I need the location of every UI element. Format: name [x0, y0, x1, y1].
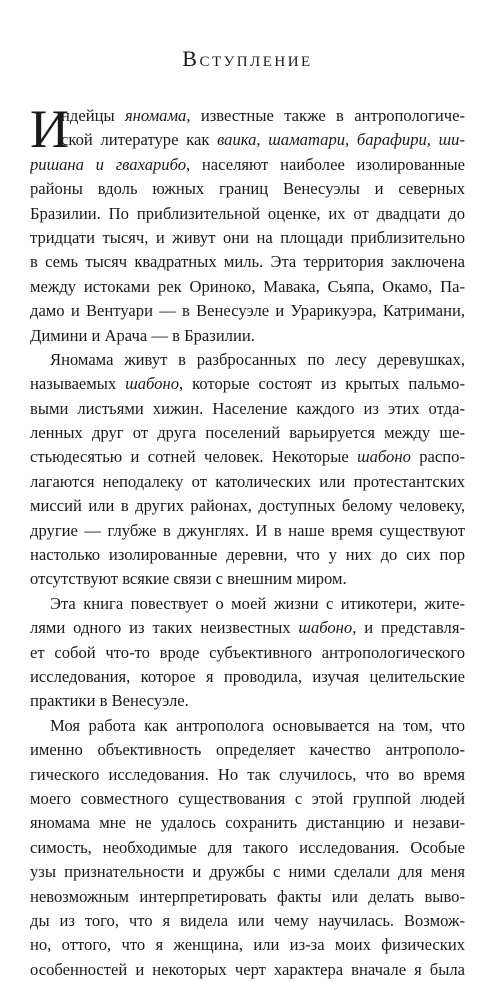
text-line: [30, 348, 465, 372]
text-run: настолько изолированные деревни, что у них до сих пор: [30, 545, 465, 565]
text-run: гического исследования. Но так случилось, что во время: [30, 764, 465, 784]
text-line: [30, 958, 465, 982]
text-line: [30, 836, 465, 860]
text-run: Димини и Арача — в Бразилии.: [30, 325, 255, 345]
text-line: [30, 787, 465, 811]
text-line: [30, 885, 465, 909]
text-line: [30, 616, 465, 640]
text-run: яномама мне не удалось сохранить дистанцию и незави-: [30, 813, 465, 833]
italic-term: шабоно: [125, 374, 179, 394]
text-line: [30, 689, 465, 713]
text-run: узы признательности и дружбы с ними сделали для меня: [30, 862, 465, 882]
text-run: моего совместного существования с этой группой людей: [30, 788, 465, 808]
text-run: но, оттого, что я женщина, или из-за моих физических: [30, 935, 465, 955]
text-line: [30, 811, 465, 835]
text-line: [30, 933, 465, 957]
text-line: [30, 372, 465, 396]
book-page: [30, 0, 465, 979]
text-line: [30, 202, 465, 226]
text-run: районы вдоль южных границ Венесуэлы и северных: [30, 179, 465, 199]
text-line: [30, 275, 465, 299]
text-run: тридцати тысяч, и живут они на площади приблизительно: [30, 227, 465, 247]
italic-term: ришана и гвахарибо: [30, 154, 187, 174]
text-line: [30, 763, 465, 787]
text-line: [30, 104, 465, 128]
text-line: [30, 226, 465, 250]
text-run: Яномама живут в разбросанных по лесу деревушках,: [50, 349, 465, 369]
text-line: [30, 592, 465, 616]
text-run: называемых: [30, 374, 126, 394]
italic-term: шабоно: [298, 618, 353, 638]
text-run: дамо и Вентуари — в Венесуэле и Урарикуэра, Катримани,: [30, 301, 465, 321]
text-run: в семь тысяч квадратных миль. Эта территория заключена: [30, 252, 465, 272]
text-line: [30, 421, 465, 445]
paragraph: [30, 99, 465, 348]
text-run: Эта книга повествует о моей жизни с итикотери, жите-: [50, 593, 465, 613]
text-run: ды из того, что я видела или чему научилась. Возмож-: [30, 910, 465, 930]
text-line: [30, 738, 465, 762]
text-run: стьюдесятью и сотней человек. Некоторые: [30, 447, 358, 467]
text-run: практики в Венесуэле.: [30, 691, 189, 711]
text-line: [30, 299, 465, 323]
text-run: , населяют наиболее изолированные: [186, 154, 465, 174]
text-line: [30, 153, 465, 177]
paragraph: [30, 714, 465, 982]
text-run: Бразилии. По приблизительной оценке, их от двадцати до: [30, 203, 465, 223]
text-line: [30, 519, 465, 543]
text-run: ленных друг от друга поселений варьируется между ше-: [30, 423, 465, 443]
text-run: невозможным интерпретировать факты или делать выво-: [30, 886, 465, 906]
text-run: распо-: [410, 447, 465, 467]
text-run: выми листьями хижин. Население каждого из этих отда-: [30, 398, 465, 418]
text-run: отсутствуют всякие связи с внешним миром.: [30, 569, 347, 589]
text-run: , которые состоят из крытых пальмо-: [179, 374, 465, 394]
text-run: , известные также в антропологиче-: [186, 106, 465, 125]
text-line: [30, 128, 465, 152]
text-line: [30, 445, 465, 469]
text-run: другие — глубже в джунглях. И в наше время существуют: [30, 520, 465, 540]
text-line: [30, 397, 465, 421]
text-line: [30, 250, 465, 274]
text-run: симость, необходимые для такого исследования. Особые: [30, 837, 465, 857]
paragraph: [30, 592, 465, 714]
body-text: [30, 99, 465, 982]
text-run: миссий или в других районах, доступных белому человеку,: [30, 496, 465, 516]
text-run: исследования, которое я проводила, изучая целительские: [30, 666, 465, 686]
chapter-title: Вступление: [182, 46, 313, 71]
text-run: ет собой что-то вроде субъективного антропологического: [30, 642, 465, 662]
text-line: [30, 324, 465, 348]
text-line: [30, 860, 465, 884]
text-line: [30, 470, 465, 494]
text-line: [30, 665, 465, 689]
text-run: лагаются неподалеку от католических или протестантских: [30, 471, 465, 491]
text-run: именно объективность определяет качество антрополо-: [30, 740, 465, 760]
text-run: Моя работа как антрополога основывается на том, что: [50, 715, 465, 735]
text-run: между истоками рек Ориноко, Мавака, Сьяпа, Окамо, Па-: [30, 276, 465, 296]
italic-term: яномама: [124, 106, 187, 125]
text-line: [30, 543, 465, 567]
drop-cap: И: [30, 99, 69, 159]
text-run: лями одного из таких неизвестных: [30, 618, 299, 638]
text-run: , и представля-: [352, 618, 465, 638]
text-line: [30, 909, 465, 933]
text-line: [30, 567, 465, 591]
text-line: [30, 494, 465, 518]
text-line: [30, 714, 465, 738]
text-line: [30, 177, 465, 201]
text-run: ской литературе как: [61, 130, 218, 150]
text-line: [30, 641, 465, 665]
paragraph: [30, 348, 465, 592]
italic-term: ваика, шаматари, барафири, ши-: [217, 130, 465, 150]
text-run: ндейцы: [61, 106, 125, 125]
italic-term: шабоно: [357, 447, 411, 467]
text-run: особенностей и некоторых черт характера вначале я была: [30, 959, 465, 979]
